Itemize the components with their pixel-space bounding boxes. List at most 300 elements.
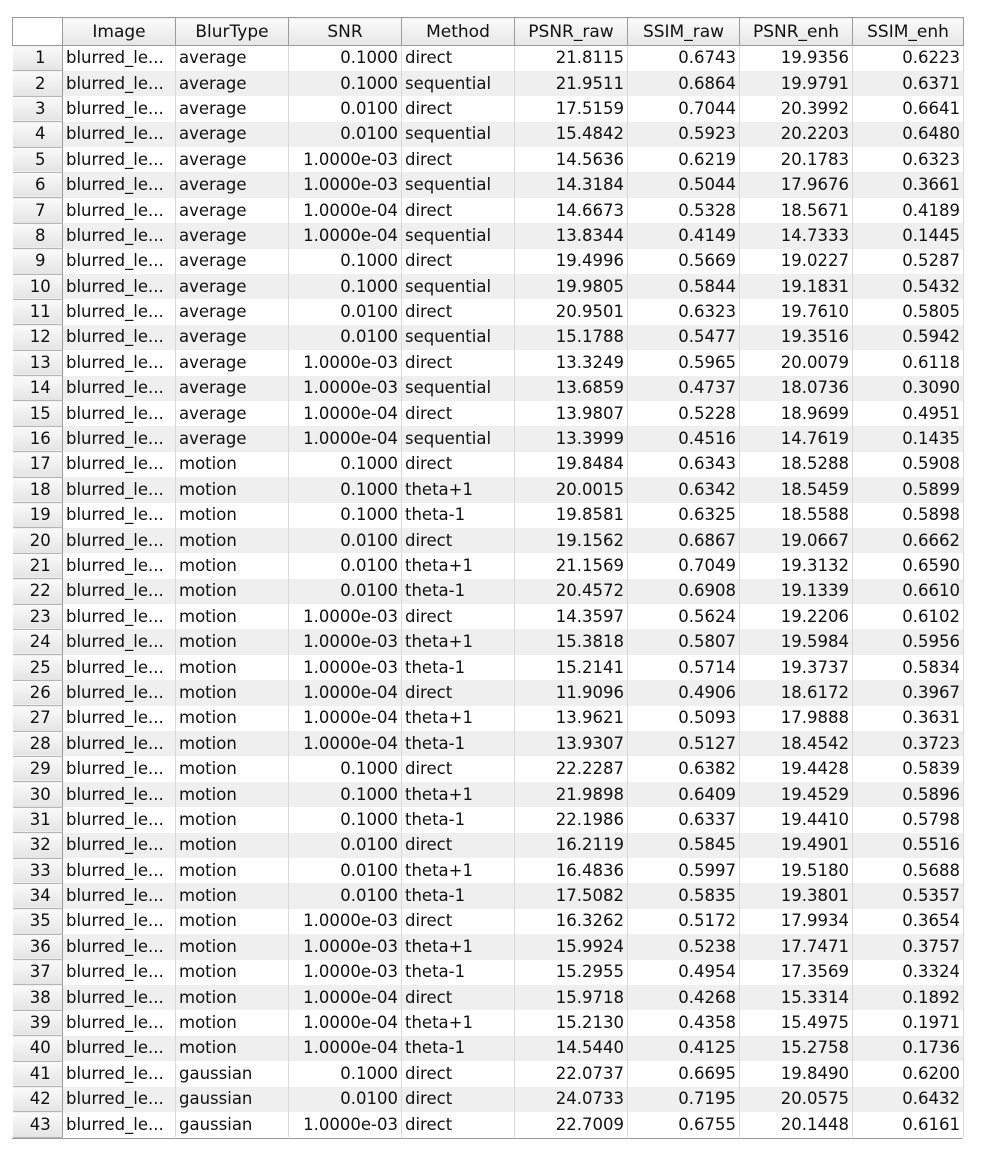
row-number[interactable]: [13, 452, 63, 477]
method-cell[interactable]: direct: [402, 833, 515, 858]
method-cell[interactable]: sequential: [402, 426, 515, 451]
snr-cell[interactable]: 1.0000e-04: [289, 680, 402, 705]
image-cell[interactable]: blurred_le...: [63, 528, 176, 553]
ssim-enh-cell[interactable]: 0.6432: [853, 1087, 964, 1112]
method-cell[interactable]: sequential: [402, 274, 515, 299]
ssim-raw-cell[interactable]: 0.6337: [628, 807, 740, 832]
column-header-psnr-enh[interactable]: PSNR_enh: [740, 18, 853, 46]
snr-cell[interactable]: 1.0000e-04: [289, 1036, 402, 1061]
psnr-enh-cell[interactable]: 18.5588: [740, 503, 853, 528]
method-cell[interactable]: direct: [402, 96, 515, 121]
table-row[interactable]: [13, 1112, 964, 1137]
row-number[interactable]: [13, 807, 63, 832]
method-cell[interactable]: direct: [402, 198, 515, 223]
snr-cell[interactable]: 0.0100: [289, 833, 402, 858]
column-header-psnr-raw[interactable]: PSNR_raw: [515, 18, 628, 46]
psnr-enh-cell[interactable]: 17.9676: [740, 172, 853, 197]
psnr-enh-cell[interactable]: 19.3132: [740, 553, 853, 578]
column-header-ssim-enh[interactable]: SSIM_enh: [853, 18, 964, 46]
blurtype-cell[interactable]: motion: [176, 604, 289, 629]
ssim-raw-cell[interactable]: 0.4737: [628, 376, 740, 401]
column-header-image[interactable]: Image: [63, 18, 176, 46]
row-number[interactable]: [13, 655, 63, 680]
psnr-enh-cell[interactable]: 20.1448: [740, 1112, 853, 1137]
snr-cell[interactable]: 1.0000e-03: [289, 629, 402, 654]
snr-cell[interactable]: 0.0100: [289, 1087, 402, 1112]
psnr-raw-cell[interactable]: 15.2955: [515, 960, 628, 985]
psnr-raw-cell[interactable]: 13.6859: [515, 376, 628, 401]
table-row[interactable]: [13, 223, 964, 248]
ssim-enh-cell[interactable]: 0.5357: [853, 883, 964, 908]
blurtype-cell[interactable]: average: [176, 426, 289, 451]
psnr-enh-cell[interactable]: 19.9791: [740, 71, 853, 96]
psnr-raw-cell[interactable]: 19.9805: [515, 274, 628, 299]
blurtype-cell[interactable]: motion: [176, 706, 289, 731]
row-number[interactable]: [13, 325, 63, 350]
blurtype-cell[interactable]: average: [176, 122, 289, 147]
snr-cell[interactable]: 1.0000e-03: [289, 934, 402, 959]
row-number[interactable]: [13, 1112, 63, 1137]
psnr-raw-cell[interactable]: 22.7009: [515, 1112, 628, 1137]
ssim-enh-cell[interactable]: 0.3324: [853, 960, 964, 985]
method-cell[interactable]: direct: [402, 680, 515, 705]
method-cell[interactable]: sequential: [402, 376, 515, 401]
table-row[interactable]: [13, 680, 964, 705]
psnr-raw-cell[interactable]: 20.4572: [515, 579, 628, 604]
row-number[interactable]: [13, 223, 63, 248]
table-row[interactable]: [13, 1061, 964, 1086]
ssim-raw-cell[interactable]: 0.6323: [628, 299, 740, 324]
method-cell[interactable]: theta-1: [402, 1036, 515, 1061]
method-cell[interactable]: direct: [402, 1087, 515, 1112]
psnr-enh-cell[interactable]: 15.4975: [740, 1010, 853, 1035]
blurtype-cell[interactable]: average: [176, 172, 289, 197]
table-row[interactable]: [13, 756, 964, 781]
ssim-enh-cell[interactable]: 0.6118: [853, 350, 964, 375]
blurtype-cell[interactable]: gaussian: [176, 1087, 289, 1112]
image-cell[interactable]: blurred_le...: [63, 655, 176, 680]
psnr-enh-cell[interactable]: 19.0667: [740, 528, 853, 553]
snr-cell[interactable]: 0.0100: [289, 553, 402, 578]
row-number[interactable]: [13, 782, 63, 807]
ssim-raw-cell[interactable]: 0.5172: [628, 909, 740, 934]
blurtype-cell[interactable]: motion: [176, 629, 289, 654]
method-cell[interactable]: direct: [402, 909, 515, 934]
method-cell[interactable]: direct: [402, 249, 515, 274]
blurtype-cell[interactable]: motion: [176, 579, 289, 604]
psnr-raw-cell[interactable]: 19.8581: [515, 503, 628, 528]
column-header-snr[interactable]: SNR: [289, 18, 402, 46]
ssim-enh-cell[interactable]: 0.1445: [853, 223, 964, 248]
table-row[interactable]: [13, 350, 964, 375]
psnr-raw-cell[interactable]: 22.2287: [515, 756, 628, 781]
psnr-raw-cell[interactable]: 20.0015: [515, 477, 628, 502]
row-number[interactable]: [13, 604, 63, 629]
snr-cell[interactable]: 1.0000e-03: [289, 604, 402, 629]
ssim-enh-cell[interactable]: 0.6102: [853, 604, 964, 629]
psnr-enh-cell[interactable]: 20.2203: [740, 122, 853, 147]
table-row[interactable]: [13, 807, 964, 832]
ssim-enh-cell[interactable]: 0.4951: [853, 401, 964, 426]
method-cell[interactable]: theta+1: [402, 934, 515, 959]
blurtype-cell[interactable]: motion: [176, 833, 289, 858]
image-cell[interactable]: blurred_le...: [63, 452, 176, 477]
row-number[interactable]: [13, 553, 63, 578]
psnr-enh-cell[interactable]: 15.2758: [740, 1036, 853, 1061]
corner-cell[interactable]: [13, 18, 63, 46]
blurtype-cell[interactable]: motion: [176, 503, 289, 528]
snr-cell[interactable]: 0.0100: [289, 883, 402, 908]
ssim-enh-cell[interactable]: 0.1435: [853, 426, 964, 451]
blurtype-cell[interactable]: average: [176, 147, 289, 172]
psnr-enh-cell[interactable]: 20.0575: [740, 1087, 853, 1112]
psnr-raw-cell[interactable]: 16.3262: [515, 909, 628, 934]
row-number[interactable]: [13, 503, 63, 528]
psnr-raw-cell[interactable]: 21.9511: [515, 71, 628, 96]
psnr-raw-cell[interactable]: 14.3184: [515, 172, 628, 197]
table-row[interactable]: [13, 731, 964, 756]
table-row[interactable]: [13, 249, 964, 274]
row-number[interactable]: [13, 909, 63, 934]
psnr-enh-cell[interactable]: 18.5288: [740, 452, 853, 477]
table-row[interactable]: [13, 985, 964, 1010]
psnr-enh-cell[interactable]: 19.8490: [740, 1061, 853, 1086]
ssim-raw-cell[interactable]: 0.5127: [628, 731, 740, 756]
snr-cell[interactable]: 1.0000e-04: [289, 426, 402, 451]
method-cell[interactable]: theta+1: [402, 629, 515, 654]
method-cell[interactable]: direct: [402, 1061, 515, 1086]
table-row[interactable]: [13, 376, 964, 401]
table-row[interactable]: [13, 706, 964, 731]
ssim-enh-cell[interactable]: 0.3654: [853, 909, 964, 934]
ssim-raw-cell[interactable]: 0.6342: [628, 477, 740, 502]
ssim-raw-cell[interactable]: 0.5477: [628, 325, 740, 350]
image-cell[interactable]: blurred_le...: [63, 46, 176, 71]
ssim-enh-cell[interactable]: 0.5896: [853, 782, 964, 807]
method-cell[interactable]: direct: [402, 604, 515, 629]
ssim-raw-cell[interactable]: 0.6409: [628, 782, 740, 807]
table-row[interactable]: [13, 96, 964, 121]
psnr-raw-cell[interactable]: 19.1562: [515, 528, 628, 553]
ssim-enh-cell[interactable]: 0.5432: [853, 274, 964, 299]
column-header-blurtype[interactable]: BlurType: [176, 18, 289, 46]
table-row[interactable]: [13, 299, 964, 324]
ssim-enh-cell[interactable]: 0.5516: [853, 833, 964, 858]
psnr-raw-cell[interactable]: 15.2130: [515, 1010, 628, 1035]
blurtype-cell[interactable]: average: [176, 325, 289, 350]
ssim-raw-cell[interactable]: 0.5714: [628, 655, 740, 680]
snr-cell[interactable]: 1.0000e-03: [289, 655, 402, 680]
snr-cell[interactable]: 1.0000e-04: [289, 198, 402, 223]
snr-cell[interactable]: 0.1000: [289, 46, 402, 71]
row-number[interactable]: [13, 985, 63, 1010]
psnr-enh-cell[interactable]: 20.0079: [740, 350, 853, 375]
snr-cell[interactable]: 0.1000: [289, 71, 402, 96]
row-number[interactable]: [13, 883, 63, 908]
image-cell[interactable]: blurred_le...: [63, 249, 176, 274]
snr-cell[interactable]: 1.0000e-04: [289, 706, 402, 731]
blurtype-cell[interactable]: motion: [176, 477, 289, 502]
psnr-enh-cell[interactable]: 20.3992: [740, 96, 853, 121]
psnr-raw-cell[interactable]: 13.3999: [515, 426, 628, 451]
ssim-enh-cell[interactable]: 0.3967: [853, 680, 964, 705]
row-number[interactable]: [13, 172, 63, 197]
row-number[interactable]: [13, 680, 63, 705]
snr-cell[interactable]: 1.0000e-04: [289, 223, 402, 248]
psnr-enh-cell[interactable]: 18.0736: [740, 376, 853, 401]
ssim-raw-cell[interactable]: 0.6343: [628, 452, 740, 477]
psnr-raw-cell[interactable]: 13.9307: [515, 731, 628, 756]
snr-cell[interactable]: 0.1000: [289, 274, 402, 299]
ssim-raw-cell[interactable]: 0.6755: [628, 1112, 740, 1137]
psnr-raw-cell[interactable]: 19.8484: [515, 452, 628, 477]
ssim-enh-cell[interactable]: 0.3090: [853, 376, 964, 401]
ssim-raw-cell[interactable]: 0.4516: [628, 426, 740, 451]
snr-cell[interactable]: 0.1000: [289, 477, 402, 502]
row-number[interactable]: [13, 122, 63, 147]
psnr-enh-cell[interactable]: 17.9888: [740, 706, 853, 731]
image-cell[interactable]: blurred_le...: [63, 122, 176, 147]
table-row[interactable]: [13, 655, 964, 680]
snr-cell[interactable]: 0.1000: [289, 249, 402, 274]
image-cell[interactable]: blurred_le...: [63, 172, 176, 197]
row-number[interactable]: [13, 350, 63, 375]
ssim-raw-cell[interactable]: 0.6908: [628, 579, 740, 604]
image-cell[interactable]: blurred_le...: [63, 858, 176, 883]
ssim-raw-cell[interactable]: 0.5328: [628, 198, 740, 223]
image-cell[interactable]: blurred_le...: [63, 350, 176, 375]
method-cell[interactable]: theta-1: [402, 807, 515, 832]
psnr-raw-cell[interactable]: 21.9898: [515, 782, 628, 807]
snr-cell[interactable]: 1.0000e-03: [289, 172, 402, 197]
image-cell[interactable]: blurred_le...: [63, 274, 176, 299]
ssim-enh-cell[interactable]: 0.5899: [853, 477, 964, 502]
psnr-raw-cell[interactable]: 14.6673: [515, 198, 628, 223]
table-row[interactable]: [13, 934, 964, 959]
row-number[interactable]: [13, 249, 63, 274]
snr-cell[interactable]: 1.0000e-04: [289, 731, 402, 756]
ssim-raw-cell[interactable]: 0.4125: [628, 1036, 740, 1061]
psnr-enh-cell[interactable]: 18.9699: [740, 401, 853, 426]
snr-cell[interactable]: 1.0000e-04: [289, 985, 402, 1010]
psnr-raw-cell[interactable]: 11.9096: [515, 680, 628, 705]
method-cell[interactable]: theta+1: [402, 706, 515, 731]
column-header-method[interactable]: Method: [402, 18, 515, 46]
ssim-raw-cell[interactable]: 0.5093: [628, 706, 740, 731]
method-cell[interactable]: theta+1: [402, 1010, 515, 1035]
ssim-enh-cell[interactable]: 0.6371: [853, 71, 964, 96]
row-number[interactable]: [13, 426, 63, 451]
snr-cell[interactable]: 0.0100: [289, 122, 402, 147]
blurtype-cell[interactable]: motion: [176, 985, 289, 1010]
table-row[interactable]: [13, 477, 964, 502]
ssim-enh-cell[interactable]: 0.5287: [853, 249, 964, 274]
row-number[interactable]: [13, 71, 63, 96]
ssim-raw-cell[interactable]: 0.4358: [628, 1010, 740, 1035]
row-number[interactable]: [13, 401, 63, 426]
psnr-raw-cell[interactable]: 16.2119: [515, 833, 628, 858]
snr-cell[interactable]: 1.0000e-03: [289, 147, 402, 172]
psnr-enh-cell[interactable]: 19.4410: [740, 807, 853, 832]
psnr-raw-cell[interactable]: 13.8344: [515, 223, 628, 248]
table-row[interactable]: [13, 960, 964, 985]
table-row[interactable]: [13, 274, 964, 299]
ssim-raw-cell[interactable]: 0.4149: [628, 223, 740, 248]
psnr-enh-cell[interactable]: 19.1831: [740, 274, 853, 299]
table-row[interactable]: [13, 1036, 964, 1061]
image-cell[interactable]: blurred_le...: [63, 1087, 176, 1112]
blurtype-cell[interactable]: motion: [176, 528, 289, 553]
snr-cell[interactable]: 0.1000: [289, 452, 402, 477]
image-cell[interactable]: blurred_le...: [63, 1010, 176, 1035]
image-cell[interactable]: blurred_le...: [63, 756, 176, 781]
snr-cell[interactable]: 1.0000e-04: [289, 401, 402, 426]
psnr-raw-cell[interactable]: 14.5636: [515, 147, 628, 172]
table-row[interactable]: [13, 604, 964, 629]
image-cell[interactable]: blurred_le...: [63, 782, 176, 807]
psnr-enh-cell[interactable]: 18.4542: [740, 731, 853, 756]
blurtype-cell[interactable]: average: [176, 46, 289, 71]
psnr-raw-cell[interactable]: 15.2141: [515, 655, 628, 680]
blurtype-cell[interactable]: motion: [176, 782, 289, 807]
psnr-enh-cell[interactable]: 14.7619: [740, 426, 853, 451]
image-cell[interactable]: blurred_le...: [63, 883, 176, 908]
ssim-raw-cell[interactable]: 0.5965: [628, 350, 740, 375]
psnr-raw-cell[interactable]: 20.9501: [515, 299, 628, 324]
table-row[interactable]: [13, 553, 964, 578]
psnr-enh-cell[interactable]: 18.6172: [740, 680, 853, 705]
blurtype-cell[interactable]: motion: [176, 1010, 289, 1035]
row-number[interactable]: [13, 833, 63, 858]
blurtype-cell[interactable]: motion: [176, 807, 289, 832]
table-row[interactable]: [13, 172, 964, 197]
ssim-enh-cell[interactable]: 0.5834: [853, 655, 964, 680]
ssim-raw-cell[interactable]: 0.4906: [628, 680, 740, 705]
method-cell[interactable]: direct: [402, 147, 515, 172]
blurtype-cell[interactable]: average: [176, 350, 289, 375]
image-cell[interactable]: blurred_le...: [63, 299, 176, 324]
ssim-enh-cell[interactable]: 0.5798: [853, 807, 964, 832]
psnr-raw-cell[interactable]: 24.0733: [515, 1087, 628, 1112]
psnr-enh-cell[interactable]: 14.7333: [740, 223, 853, 248]
ssim-enh-cell[interactable]: 0.5805: [853, 299, 964, 324]
row-number[interactable]: [13, 1036, 63, 1061]
table-row[interactable]: [13, 833, 964, 858]
image-cell[interactable]: blurred_le...: [63, 553, 176, 578]
ssim-raw-cell[interactable]: 0.5997: [628, 858, 740, 883]
psnr-enh-cell[interactable]: 19.2206: [740, 604, 853, 629]
method-cell[interactable]: sequential: [402, 223, 515, 248]
snr-cell[interactable]: 1.0000e-03: [289, 960, 402, 985]
ssim-raw-cell[interactable]: 0.7044: [628, 96, 740, 121]
table-row[interactable]: [13, 909, 964, 934]
image-cell[interactable]: blurred_le...: [63, 1036, 176, 1061]
ssim-enh-cell[interactable]: 0.3757: [853, 934, 964, 959]
blurtype-cell[interactable]: motion: [176, 731, 289, 756]
method-cell[interactable]: theta-1: [402, 579, 515, 604]
psnr-enh-cell[interactable]: 15.3314: [740, 985, 853, 1010]
row-number[interactable]: [13, 46, 63, 71]
blurtype-cell[interactable]: motion: [176, 858, 289, 883]
table-row[interactable]: [13, 629, 964, 654]
ssim-enh-cell[interactable]: 0.6223: [853, 46, 964, 71]
snr-cell[interactable]: 1.0000e-04: [289, 1010, 402, 1035]
method-cell[interactable]: theta+1: [402, 782, 515, 807]
image-cell[interactable]: blurred_le...: [63, 960, 176, 985]
ssim-enh-cell[interactable]: 0.6590: [853, 553, 964, 578]
psnr-enh-cell[interactable]: 19.0227: [740, 249, 853, 274]
ssim-enh-cell[interactable]: 0.3661: [853, 172, 964, 197]
image-cell[interactable]: blurred_le...: [63, 1061, 176, 1086]
method-cell[interactable]: theta-1: [402, 503, 515, 528]
ssim-enh-cell[interactable]: 0.6161: [853, 1112, 964, 1137]
method-cell[interactable]: direct: [402, 985, 515, 1010]
ssim-enh-cell[interactable]: 0.6200: [853, 1061, 964, 1086]
ssim-raw-cell[interactable]: 0.6382: [628, 756, 740, 781]
ssim-raw-cell[interactable]: 0.4268: [628, 985, 740, 1010]
snr-cell[interactable]: 0.1000: [289, 756, 402, 781]
ssim-enh-cell[interactable]: 0.1892: [853, 985, 964, 1010]
ssim-enh-cell[interactable]: 0.5688: [853, 858, 964, 883]
blurtype-cell[interactable]: average: [176, 71, 289, 96]
table-row[interactable]: [13, 782, 964, 807]
image-cell[interactable]: blurred_le...: [63, 1112, 176, 1137]
table-row[interactable]: [13, 883, 964, 908]
ssim-enh-cell[interactable]: 0.6610: [853, 579, 964, 604]
psnr-enh-cell[interactable]: 19.5984: [740, 629, 853, 654]
blurtype-cell[interactable]: motion: [176, 452, 289, 477]
blurtype-cell[interactable]: average: [176, 223, 289, 248]
snr-cell[interactable]: 0.1000: [289, 782, 402, 807]
ssim-enh-cell[interactable]: 0.5898: [853, 503, 964, 528]
table-row[interactable]: [13, 198, 964, 223]
snr-cell[interactable]: 0.1000: [289, 807, 402, 832]
image-cell[interactable]: blurred_le...: [63, 71, 176, 96]
ssim-raw-cell[interactable]: 0.5624: [628, 604, 740, 629]
snr-cell[interactable]: 0.0100: [289, 858, 402, 883]
image-cell[interactable]: blurred_le...: [63, 198, 176, 223]
psnr-enh-cell[interactable]: 20.1783: [740, 147, 853, 172]
image-cell[interactable]: blurred_le...: [63, 985, 176, 1010]
blurtype-cell[interactable]: average: [176, 274, 289, 299]
psnr-enh-cell[interactable]: 17.7471: [740, 934, 853, 959]
method-cell[interactable]: direct: [402, 452, 515, 477]
method-cell[interactable]: sequential: [402, 71, 515, 96]
ssim-raw-cell[interactable]: 0.7049: [628, 553, 740, 578]
table-row[interactable]: [13, 147, 964, 172]
row-number[interactable]: [13, 579, 63, 604]
psnr-raw-cell[interactable]: 17.5082: [515, 883, 628, 908]
row-number[interactable]: [13, 960, 63, 985]
ssim-raw-cell[interactable]: 0.5923: [628, 122, 740, 147]
ssim-raw-cell[interactable]: 0.4954: [628, 960, 740, 985]
method-cell[interactable]: theta-1: [402, 960, 515, 985]
ssim-enh-cell[interactable]: 0.1971: [853, 1010, 964, 1035]
blurtype-cell[interactable]: motion: [176, 553, 289, 578]
ssim-enh-cell[interactable]: 0.4189: [853, 198, 964, 223]
image-cell[interactable]: blurred_le...: [63, 503, 176, 528]
ssim-raw-cell[interactable]: 0.5044: [628, 172, 740, 197]
table-row[interactable]: [13, 325, 964, 350]
ssim-raw-cell[interactable]: 0.5669: [628, 249, 740, 274]
ssim-raw-cell[interactable]: 0.5807: [628, 629, 740, 654]
method-cell[interactable]: theta+1: [402, 553, 515, 578]
row-number[interactable]: [13, 706, 63, 731]
table-row[interactable]: [13, 503, 964, 528]
ssim-raw-cell[interactable]: 0.7195: [628, 1087, 740, 1112]
ssim-enh-cell[interactable]: 0.5942: [853, 325, 964, 350]
row-number[interactable]: [13, 1087, 63, 1112]
